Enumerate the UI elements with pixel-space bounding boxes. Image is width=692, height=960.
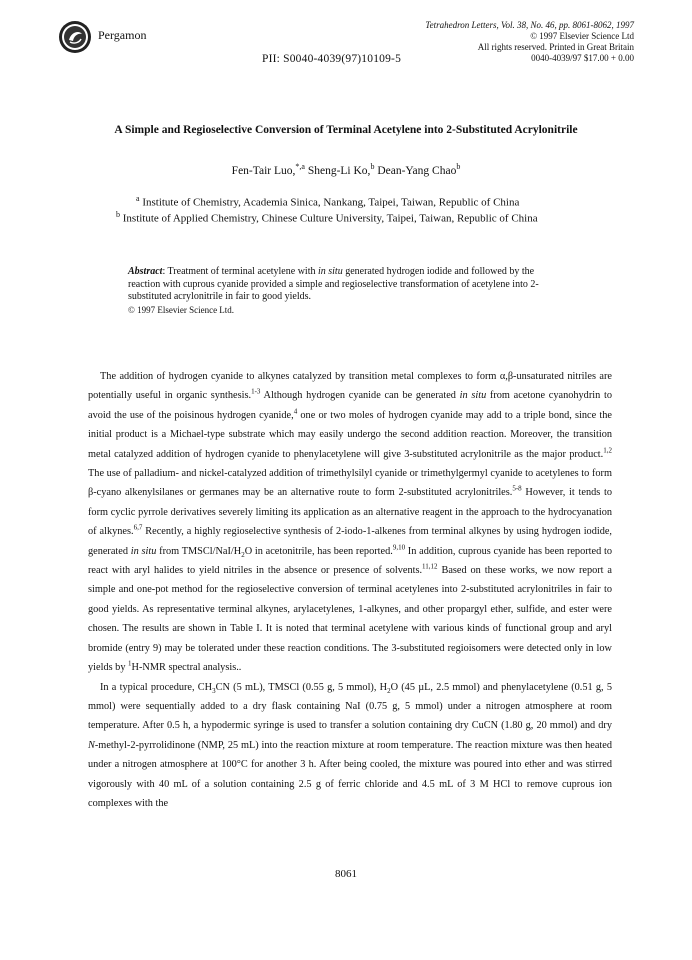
paragraph: The addition of hydrogen cyanide to alkynes catalyzed by transition metal complexes to form α,β-unsaturated nitriles are potentially useful in organic synthesis.$^{1-3}$ Although hydrogen cyanide can be generated in situ from acetone cyanohydrin to avoid the use of the poisinous hydrogen cyanide,$^4$ one or two moles of hydrogen cyanide may add to a triple bond, since the initial product is a Michael-type substrate which may easily undergo the second addition reaction. Moreover, the transition metal catalyzed addition of hydrogen cyanide to phenylacetylene will give 3-substituted acrylonitrile as the major product.$^{1,2}$ The use of palladium- and nickel-catalyzed addition of trimethylsilyl cyanide or trimethylgermyl cyanide to acetylenes to form β-cyano alkenylsilanes or germanes may be an alternative route to form 2-substituted acrylonitriles.$^{5-8}$ However, it tends to form cyclic pyrrole derivatives severely limiting its application as an alternative reagent in the approach to the hydrocyanation of alkynes.$^{6,7}$ Recently, a highly regioselective synthesis of 2-iodo-1-alkenes from terminal alkynes by using hydrogen iodide, generated in situ from TMSCl/$NaI/H_2O$ in acetonitrile, has been reported.$^{9,10}$ In addition, cuprous cyanide has been reported to react with aryl halides to yield nitriles in the absence or presence of solvents.$^{11,12}$ Based on these works, we now report a simple and one-pot method for the regioselective conversion of terminal acetylenes into 2-substituted acrylonitriles in fair to good yields. As representative terminal alkynes, arylacetylenes, 1-alkynes, and other propargyl ether, sulfide, and ester were chosen. The results are shown in Table I. It is noted that terminal acetylene with various kinds of functional group and aryl bromide (entry 9) may be tolerated under these reaction conditions. The 3-substituted regioisomers were detected only in low yields by $^1$H-NMR spectral analysis.. <box>88 371 613 674</box>
author-name: Dean-Yang Chao <box>374 164 457 177</box>
publisher-name: Pergamon <box>98 28 147 42</box>
abstract-copyright: © 1997 Elsevier Science Ltd. <box>128 304 235 315</box>
article-title: A Simple and Regioselective Conversion of Terminal Acetylene into 2-Substituted Acrylonitrile <box>114 124 578 136</box>
citation-ref: 5-8 <box>512 485 522 494</box>
abstract-text: generated hydrogen iodide and followed by the reaction with cuprous cyanide provided a simple and regioselective transformation of acetylene into 2-substituted acrylonitrile in fair to good yields. <box>128 266 539 302</box>
author-mark: b <box>456 162 461 171</box>
pii-identifier: PII: S0040-4039(97)10109-5 <box>262 53 402 65</box>
pergamon-logo-icon <box>58 20 92 54</box>
citation-ref: 1 <box>128 659 132 668</box>
citation-ref: 1,2 <box>603 446 612 455</box>
citation-copyright: © 1997 Elsevier Science Ltd <box>530 31 634 41</box>
citation-ref: 11,12 <box>422 562 438 571</box>
author-mark: *,a <box>295 162 305 171</box>
affiliation-text: Institute of Chemistry, Academia Sinica, Nankang, Taipei, Taiwan, Republic of China <box>142 196 520 209</box>
affiliation-mark: b <box>116 210 120 219</box>
affiliation-b <box>116 210 656 225</box>
citation-ref: 1-3 <box>251 387 261 396</box>
affiliation-text: Institute of Applied Chemistry, Chinese Culture University, Taipei, Taiwan, Republic of China <box>122 212 538 225</box>
author-list <box>40 162 652 177</box>
author-mark: b <box>370 162 375 171</box>
abstract <box>128 266 558 316</box>
page-number: 8061 <box>335 868 357 880</box>
abstract-text: : Treatment of terminal acetylene with <box>162 266 318 277</box>
citation-ref: 9,10 <box>392 543 406 552</box>
abstract-italic: in situ <box>317 266 343 277</box>
author-name: Sheng-Li Ko, <box>304 164 371 177</box>
citation-journal: Tetrahedron Letters, Vol. 38, No. 46, pp. 8061-8062, 1997 <box>425 20 634 30</box>
citation-rights: All rights reserved. Printed in Great Britain <box>477 42 634 52</box>
author-name: Fen-Tair Luo, <box>231 164 296 177</box>
citation-ref: 6,7 <box>133 523 143 532</box>
article-body <box>88 367 612 813</box>
citation-ref: 4 <box>293 407 298 416</box>
citation-issn: 0040-4039/97 $17.00 + 0.00 <box>531 53 634 63</box>
abstract-label: Abstract <box>128 266 163 277</box>
paragraph: In a typical procedure, $CH_3CN$ (5 mL), TMSCl (0.55 g, 5 mmol), $H_2O$ (45 µL, 2.5 mmol) and phenylacetylene (0.51 g, 5 mmol) were sequentially added to a dry flask containing NaI (0.75 g, 5 mmol) under a nitrogen atmosphere at room temperature. After 0.5 h, a hypodermic syringe is used to transfer a solution containing dry CuCN (1.80 g, 20 mmol) and dry N-methyl-2-pyrrolidinone (NMP, 25 mL) into the reaction mixture at room temperature. The reaction mixture was then heated under a nitrogen atmosphere at 100°C for another 3 h. After being cooled, the mixture was poured into ether and was stirred vigorously with 40 mL of a solution containing 2.5 g of ferric chloride and 4.5 mL of 3 M HCl to remove cuprous ion complexes with the <box>88 681 612 809</box>
affiliation-mark: a <box>136 194 140 203</box>
affiliation-a <box>136 194 676 209</box>
